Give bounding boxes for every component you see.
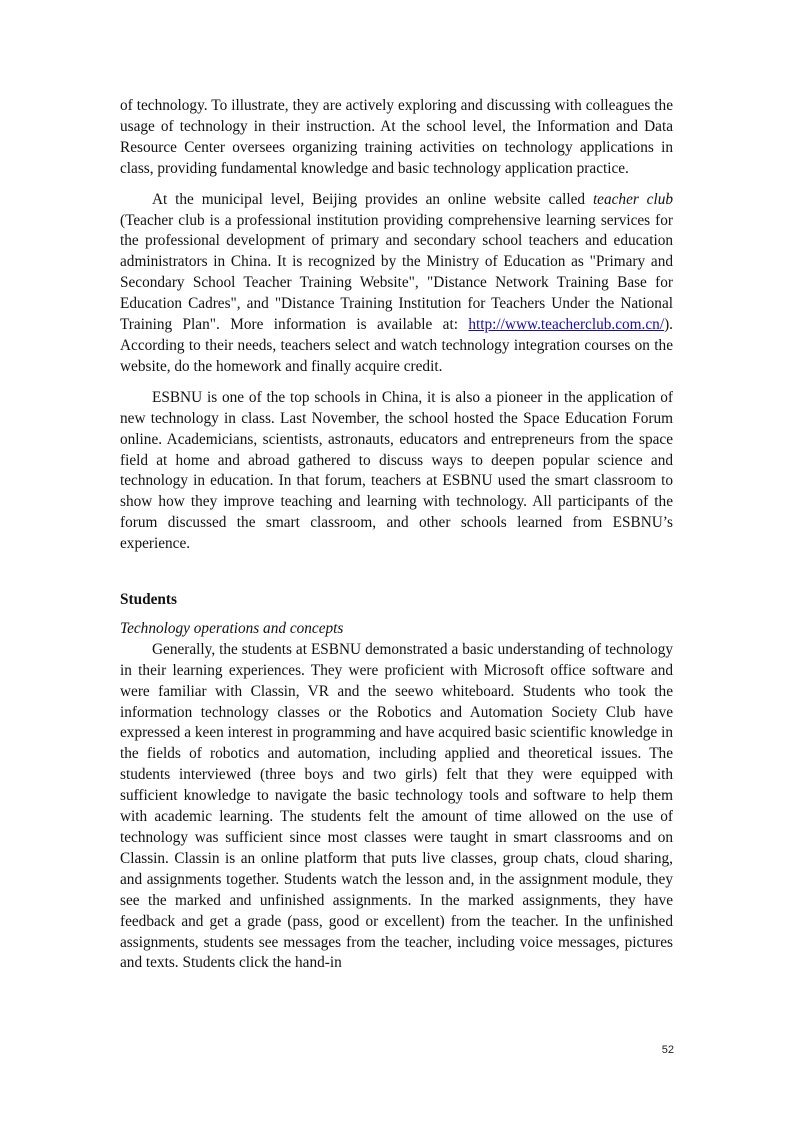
paragraph-text: ). According to their needs, teachers select and watch technology integration courses on the website, do the homework and finally acquire credit. [120, 316, 673, 375]
paragraph-students-technology: Generally, the students at ESBNU demonstrated a basic understanding of technology in their learning experiences. They were proficient with Microsoft office software and were familiar with Classin, VR and the seewo whiteboard. Students who took the information technology classes or the Robotics and Automation Society Club have expressed a keen interest in programming and have acquired basic scientific knowledge in the fields of robotics and automation, including applied and theoretical issues. The students interviewed (three boys and two girls) felt that they were equipped with sufficient knowledge to navigate the basic technology tools and software to help them with academic learning. The students felt the amount of time allowed on the use of technology was sufficient since most classes were taught in smart classrooms and on Classin. Classin is an online platform that puts live classes, group chats, cloud sharing, and assignments together. Students watch the lesson and, in the assignment module, they see the marked and unfinished assignments. In the marked assignments, they have feedback and get a grade (pass, good or excellent) from the teacher. In the unfinished assignments, students see messages from the teacher, including voice messages, pictures and texts. Students click the hand-in [120, 640, 673, 972]
paragraph-municipal-level [120, 190, 673, 378]
subheading-technology-operations: Technology operations and concepts [120, 619, 344, 637]
page-number: 52 [661, 1044, 674, 1056]
paragraph-text: (Teacher club is a professional institution providing comprehensive learning services for the professional development of primary and secondary school teachers and education administrators in China. It is recognized by the Ministry of Education as "Primary and Secondary School Teacher Training Website", "Distance Network Training Base for Education Cadres", and "Distance Training Institution for Teachers Under the National Training Plan". More information is available at: [120, 211, 673, 334]
paragraph-technology-usage: of technology. To illustrate, they are actively exploring and discussing with colleagues the usage of technology in their instruction. At the school level, the Information and Data Resource Center oversees organizing training activities on technology applications in class, providing fundamental knowledge and basic technology application practice. [120, 97, 673, 177]
paragraph-esbnu-pioneer: ESBNU is one of the top schools in China, it is also a pioneer in the application of new technology in class. Last November, the school hosted the Space Education Forum online. Academicians, scientists, astronauts, educators and entrepreneurs from the space field at home and abroad gathered to discuss ways to deepen popular science and technology in education. In that forum, teachers at ESBNU used the smart classroom to show how they improve teaching and learning with technology. All participants of the forum discussed the smart classroom, and other schools learned from ESBNU’s experience. [120, 388, 673, 553]
teacherclub-link[interactable]: http://www.teacherclub.com.cn/ [468, 316, 665, 334]
document-page [120, 96, 673, 984]
paragraph-text: At the municipal level, Beijing provides an online website called [152, 190, 593, 208]
teacher-club-term: teacher club [592, 190, 674, 208]
section-title-students: Students [120, 591, 177, 609]
